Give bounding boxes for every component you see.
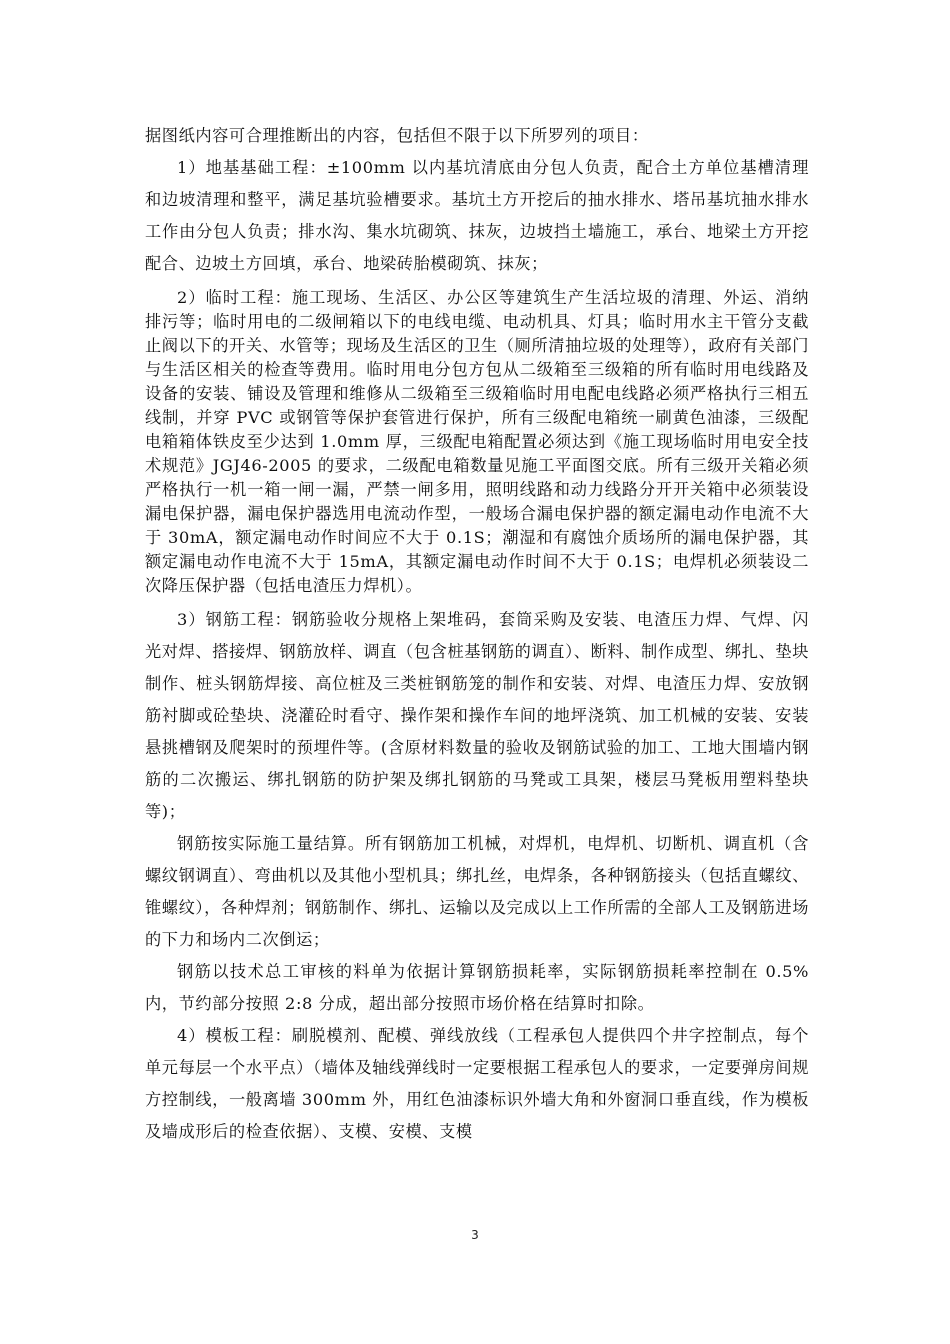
paragraph-rebar-loss-rate: 钢筋以技术总工审核的料单为依据计算钢筋损耗率，实际钢筋损耗率控制在 0.5%内，节约部分按照 2:8 分成，超出部分按照市场价格在结算时扣除。 <box>145 962 809 1013</box>
page-number: 3 <box>471 1228 479 1242</box>
paragraph-foundation-work: 1）地基基础工程：±100mm 以内基坑清底由分包人负责，配合土方单位基槽清理和边坡清理和整平，满足基坑验槽要求。基坑土方开挖后的抽水排水、塔吊基坑抽水排水工作由分包人负责；排水沟、集水坑砌筑、抹灰，边坡挡土墙施工，承台、地梁土方开挖配合、边坡土方回填，承台、地梁砖胎模砌筑、抹灰； <box>145 158 809 273</box>
paragraph-formwork: 4）模板工程：刷脱模剂、配模、弹线放线（工程承包人提供四个井字控制点，每个单元每层一个水平点）（墙体及轴线弹线时一定要根据工程承包人的要求，一定要弹房间规方控制线，一般离墙 300mm 外，用红色油漆标识外墙大角和外窗洞口垂直线，作为模板及墙成形后的检查依据）、支模、安模、支模 <box>145 1026 809 1141</box>
document-body <box>145 120 809 1148</box>
paragraph-rebar-work: 3）钢筋工程：钢筋验收分规格上架堆码，套筒采购及安装、电渣压力焊、气焊、闪光对焊、搭接焊、钢筋放样、调直（包含桩基钢筋的调直）、断料、制作成型、绑扎、垫块制作、桩头钢筋焊接、高位桩及三类桩钢筋笼的制作和安装、对焊、电渣压力焊、安放钢筋衬脚或砼垫块、浇灌砼时看守、操作架和操作车间的地坪浇筑、加工机械的安装、安装悬挑槽钢及爬架时的预埋件等。(含原材料数量的验收及钢筋试验的加工、工地大围墙内钢筋的二次搬运、绑扎钢筋的防护架及绑扎钢筋的马凳或工具架，楼层马凳板用塑料垫块等)； <box>145 610 809 821</box>
paragraph-rebar-settlement: 钢筋按实际施工量结算。所有钢筋加工机械，对焊机，电焊机、切断机、调直机（含螺纹钢调直）、弯曲机以及其他小型机具；绑扎丝，电焊条，各种钢筋接头（包括直螺纹、锥螺纹），各种焊剂；钢筋制作、绑扎、运输以及完成以上工作所需的全部人工及钢筋进场的下力和场内二次倒运； <box>145 834 809 949</box>
paragraph-temporary-work: 2）临时工程：施工现场、生活区、办公区等建筑生产生活垃圾的清理、外运、消纳排污等；临时用电的二级闸箱以下的电线电缆、电动机具、灯具；临时用水主干管分支截止阀以下的开关、水管等；现场及生活区的卫生（厕所清抽垃圾的处理等），政府有关部门与生活区相关的检查等费用。临时用电分包方包从二级箱至三级箱的所有临时用电线路及设备的安装、铺设及管理和维修从二级箱至三级箱临时用电配电线路必须严格执行三相五线制，并穿 PVC 或钢管等保护套管进行保护，所有三级配电箱统一刷黄色油漆，三级配电箱箱体铁皮至少达到 1.0mm 厚，三级配电箱配置必须达到《施工现场临时用电安全技术规范》JGJ46-2005 的要求，二级配电箱数量见施工平面图交底。所有三级开关箱必须严格执行一机一箱一闸一漏，严禁一闸多用，照明线路和动力线路分开开关箱中必须装设漏电保护器，漏电保护器选用电流动作型，一般场合漏电保护器的额定漏电动作电流不大于 30mA，额定漏电动作时间应不大于 0.1S；潮湿和有腐蚀介质场所的漏电保护器，其额定漏电动作电流不大于 15mA，其额定漏电动作时间不大于 0.1S；电焊机必须装设二次降压保护器（包括电渣压力焊机）。 <box>145 288 809 595</box>
paragraph-intro: 据图纸内容可合理推断出的内容，包括但不限于以下所罗列的项目： <box>145 126 649 145</box>
